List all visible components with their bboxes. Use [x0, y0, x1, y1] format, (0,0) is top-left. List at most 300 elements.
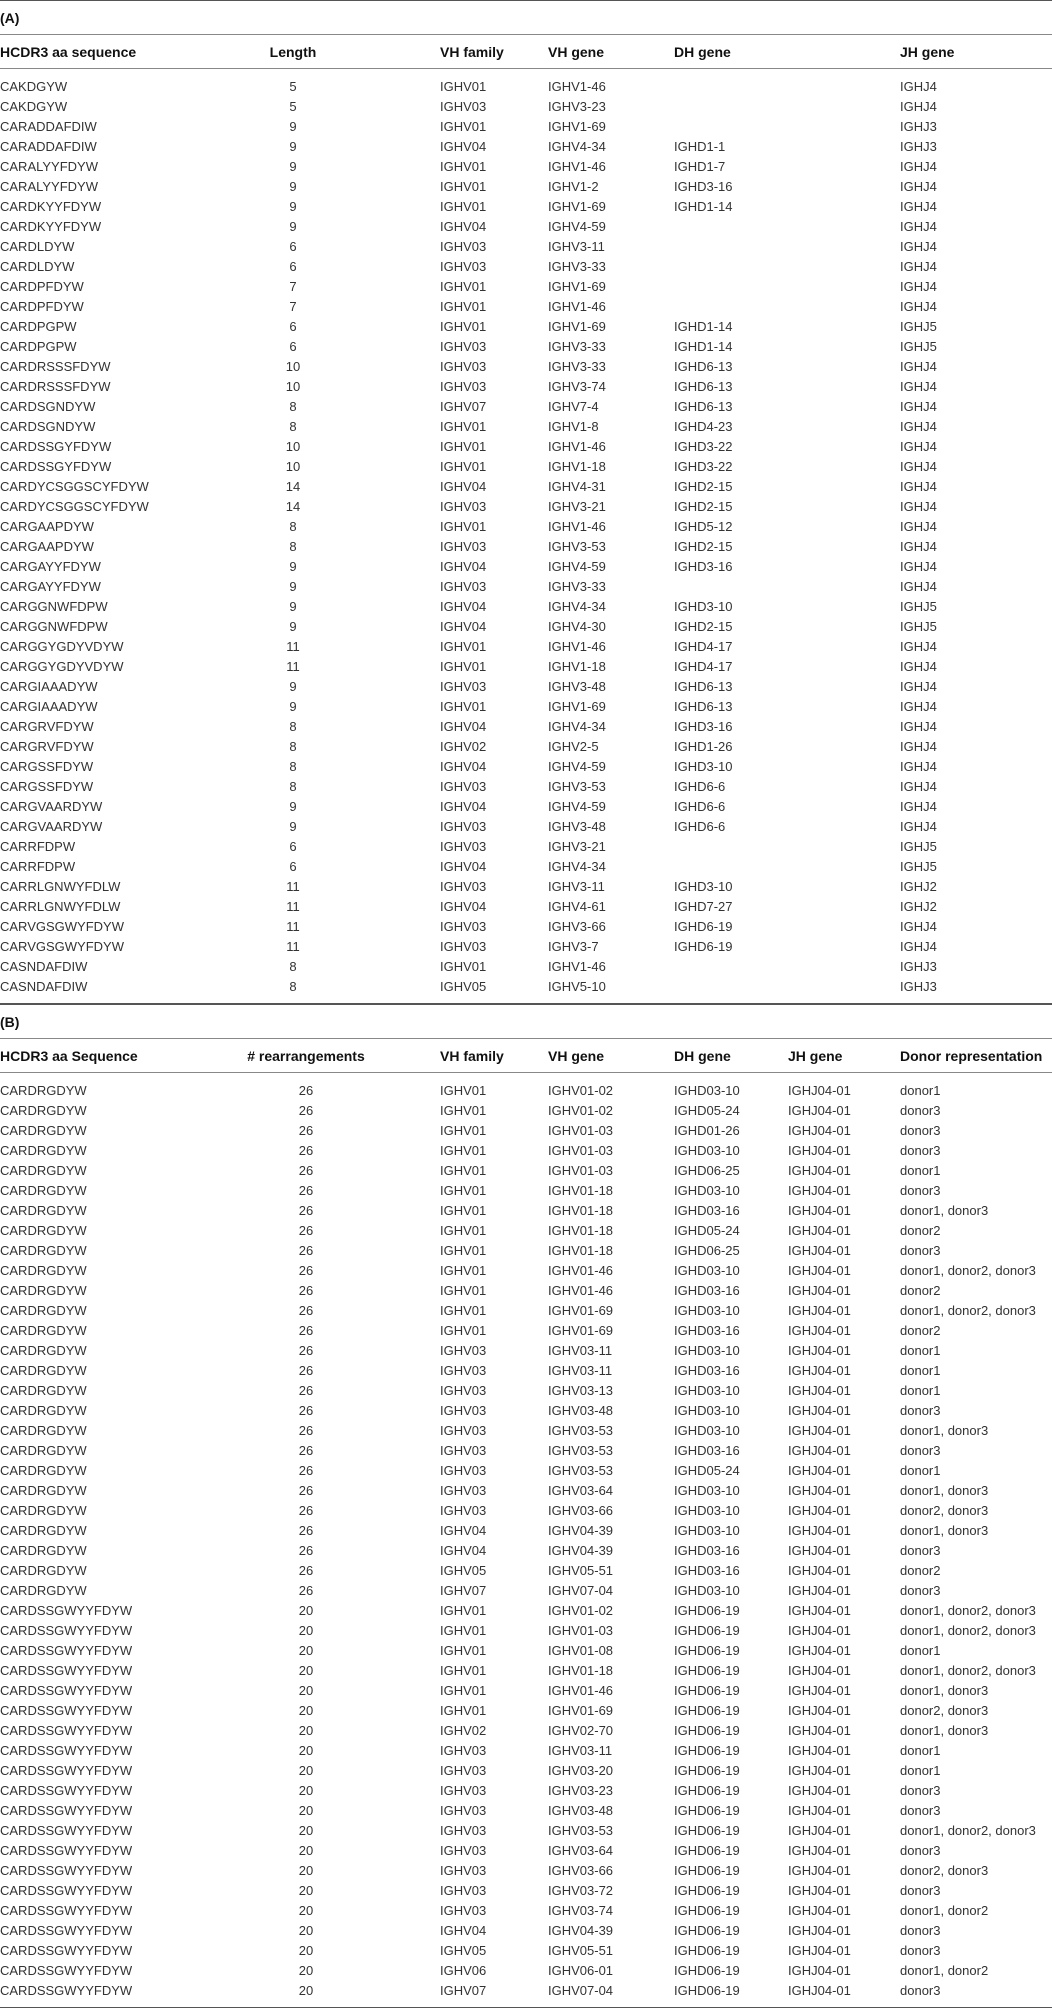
cell-donor-representation: donor3	[900, 1883, 941, 1898]
cell-sequence: CARRLGNWYFDLW	[0, 879, 121, 894]
cell-vh-family: IGHV01	[440, 279, 487, 294]
cell-vh-family: IGHV04	[440, 719, 487, 734]
cell-vh-gene: IGHV03-23	[548, 1783, 614, 1798]
table-row	[0, 1301, 1052, 1321]
cell-length: 6	[289, 339, 297, 354]
table-row	[0, 1841, 1052, 1861]
cell-vh-family: IGHV01	[440, 699, 487, 714]
cell-jh-gene: IGHJ04-01	[788, 1983, 851, 1998]
panel-a-header-vh-family: VH family	[440, 44, 504, 60]
cell-donor-representation: donor1, donor3	[900, 1423, 989, 1438]
cell-dh-gene: IGHD2-15	[674, 499, 733, 514]
cell-sequence: CARALYYFDYW	[0, 159, 98, 174]
cell-vh-gene: IGHV02-70	[548, 1723, 614, 1738]
cell-jh-gene: IGHJ4	[900, 919, 937, 934]
cell-dh-gene: IGHD03-10	[674, 1143, 740, 1158]
cell-sequence: CARGIAAADYW	[0, 679, 98, 694]
cell-sequence: CARDSSGWYYFDYW	[0, 1983, 133, 1998]
cell-donor-representation: donor1	[900, 1463, 941, 1478]
cell-vh-gene: IGHV01-69	[548, 1323, 614, 1338]
cell-vh-gene: IGHV05-51	[548, 1563, 614, 1578]
cell-vh-family: IGHV03	[440, 879, 487, 894]
cell-dh-gene: IGHD06-19	[674, 1603, 740, 1618]
cell-sequence: CARDSSGWYYFDYW	[0, 1883, 133, 1898]
table-row	[0, 97, 1052, 117]
cell-sequence: CARDRGDYW	[0, 1503, 87, 1518]
cell-dh-gene: IGHD06-19	[674, 1803, 740, 1818]
table-row	[0, 577, 1052, 597]
cell-jh-gene: IGHJ2	[900, 879, 937, 894]
table-row	[0, 297, 1052, 317]
cell-vh-family: IGHV01	[440, 199, 487, 214]
table-row	[0, 597, 1052, 617]
cell-length: 11	[286, 639, 300, 654]
cell-sequence: CARDSSGWYYFDYW	[0, 1903, 133, 1918]
cell-jh-gene: IGHJ04-01	[788, 1443, 851, 1458]
cell-vh-gene: IGHV03-74	[548, 1903, 614, 1918]
cell-vh-family: IGHV01	[440, 299, 487, 314]
cell-length: 7	[289, 279, 297, 294]
cell-vh-gene: IGHV3-7	[548, 939, 599, 954]
cell-dh-gene: IGHD05-24	[674, 1463, 740, 1478]
cell-jh-gene: IGHJ4	[900, 779, 937, 794]
cell-donor-representation: donor3	[900, 1983, 941, 1998]
table-row	[0, 1901, 1052, 1921]
cell-vh-gene: IGHV01-18	[548, 1183, 614, 1198]
cell-vh-family: IGHV03	[440, 359, 487, 374]
cell-rearrangements: 20	[298, 1743, 314, 1758]
cell-donor-representation: donor2, donor3	[900, 1703, 989, 1718]
cell-length: 9	[289, 219, 297, 234]
cell-sequence: CARDRGDYW	[0, 1343, 87, 1358]
cell-sequence: CARGGNWFDPW	[0, 599, 108, 614]
cell-vh-gene: IGHV01-18	[548, 1223, 614, 1238]
cell-donor-representation: donor1, donor2	[900, 1903, 989, 1918]
cell-dh-gene: IGHD3-16	[674, 179, 733, 194]
cell-sequence: CARGAAPDYW	[0, 539, 94, 554]
cell-sequence: CARDRGDYW	[0, 1463, 87, 1478]
table-row	[0, 537, 1052, 557]
cell-vh-gene: IGHV01-03	[548, 1143, 614, 1158]
cell-sequence: CARDSSGWYYFDYW	[0, 1823, 133, 1838]
cell-jh-gene: IGHJ04-01	[788, 1403, 851, 1418]
cell-rearrangements: 26	[298, 1203, 314, 1218]
cell-length: 9	[289, 119, 297, 134]
cell-sequence: CARGRVFDYW	[0, 739, 94, 754]
cell-sequence: CARGSSFDYW	[0, 759, 94, 774]
cell-sequence: CARADDAFDIW	[0, 139, 97, 154]
cell-dh-gene: IGHD06-19	[674, 1623, 740, 1638]
cell-sequence: CARDRGDYW	[0, 1363, 87, 1378]
cell-dh-gene: IGHD06-25	[674, 1163, 740, 1178]
cell-jh-gene: IGHJ4	[900, 679, 937, 694]
cell-vh-gene: IGHV01-08	[548, 1643, 614, 1658]
cell-vh-gene: IGHV03-11	[548, 1363, 613, 1378]
cell-jh-gene: IGHJ04-01	[788, 1183, 851, 1198]
cell-length: 5	[289, 79, 297, 94]
table-row	[0, 1441, 1052, 1461]
cell-vh-gene: IGHV4-61	[548, 899, 606, 914]
cell-vh-gene: IGHV2-5	[548, 739, 599, 754]
cell-jh-gene: IGHJ04-01	[788, 1923, 851, 1938]
cell-vh-family: IGHV01	[440, 179, 487, 194]
cell-jh-gene: IGHJ4	[900, 639, 937, 654]
cell-rearrangements: 20	[298, 1603, 314, 1618]
cell-vh-family: IGHV05	[440, 1943, 487, 1958]
cell-rearrangements: 20	[298, 1923, 314, 1938]
table-row	[0, 157, 1052, 177]
cell-rearrangements: 20	[298, 1843, 314, 1858]
cell-vh-family: IGHV04	[440, 799, 487, 814]
cell-vh-family: IGHV03	[440, 99, 487, 114]
table-row	[0, 417, 1052, 437]
cell-vh-family: IGHV03	[440, 1403, 487, 1418]
cell-rearrangements: 26	[298, 1543, 314, 1558]
cell-sequence: CARDSSGWYYFDYW	[0, 1923, 133, 1938]
table-row	[0, 777, 1052, 797]
cell-vh-gene: IGHV3-33	[548, 359, 606, 374]
cell-vh-family: IGHV01	[440, 159, 487, 174]
cell-sequence: CARDRGDYW	[0, 1443, 87, 1458]
cell-jh-gene: IGHJ04-01	[788, 1163, 851, 1178]
cell-dh-gene: IGHD03-10	[674, 1503, 740, 1518]
cell-sequence: CARADDAFDIW	[0, 119, 97, 134]
cell-sequence: CARDRGDYW	[0, 1183, 87, 1198]
cell-rearrangements: 20	[298, 1943, 314, 1958]
cell-vh-family: IGHV03	[440, 819, 487, 834]
table-row	[0, 477, 1052, 497]
cell-dh-gene: IGHD3-22	[674, 439, 733, 454]
cell-length: 6	[289, 259, 297, 274]
cell-length: 9	[289, 139, 297, 154]
cell-rearrangements: 20	[298, 1963, 314, 1978]
cell-jh-gene: IGHJ4	[900, 179, 937, 194]
cell-length: 9	[289, 699, 297, 714]
table-row	[0, 1421, 1052, 1441]
cell-sequence: CARGGNWFDPW	[0, 619, 108, 634]
cell-rearrangements: 26	[298, 1523, 314, 1538]
cell-vh-gene: IGHV1-69	[548, 119, 606, 134]
cell-jh-gene: IGHJ3	[900, 979, 937, 994]
cell-donor-representation: donor1, donor2, donor3	[900, 1263, 1036, 1278]
cell-donor-representation: donor1, donor2, donor3	[900, 1303, 1036, 1318]
cell-jh-gene: IGHJ5	[900, 599, 937, 614]
cell-vh-gene: IGHV03-11	[548, 1743, 613, 1758]
panel-b-header-rearrangements: # rearrangements	[247, 1048, 365, 1064]
cell-vh-family: IGHV01	[440, 119, 487, 134]
cell-dh-gene: IGHD06-19	[674, 1923, 740, 1938]
cell-vh-family: IGHV01	[440, 1083, 487, 1098]
cell-rearrangements: 26	[298, 1563, 314, 1578]
cell-vh-family: IGHV03	[440, 1883, 487, 1898]
panel-b-header-vh-gene: VH gene	[548, 1048, 605, 1064]
cell-vh-gene: IGHV04-39	[548, 1923, 614, 1938]
cell-dh-gene: IGHD3-16	[674, 559, 733, 574]
cell-rearrangements: 26	[298, 1123, 314, 1138]
cell-jh-gene: IGHJ04-01	[788, 1143, 851, 1158]
cell-dh-gene: IGHD03-16	[674, 1323, 740, 1338]
cell-dh-gene: IGHD03-10	[674, 1263, 740, 1278]
cell-vh-family: IGHV01	[440, 959, 487, 974]
cell-vh-gene: IGHV3-23	[548, 99, 606, 114]
cell-length: 9	[289, 819, 297, 834]
cell-vh-gene: IGHV3-48	[548, 819, 606, 834]
panel-b-header-row	[0, 1038, 1052, 1073]
cell-sequence: CARDRGDYW	[0, 1403, 87, 1418]
cell-vh-family: IGHV03	[440, 1363, 487, 1378]
cell-dh-gene: IGHD06-19	[674, 1703, 740, 1718]
cell-dh-gene: IGHD06-19	[674, 1783, 740, 1798]
cell-sequence: CARDRGDYW	[0, 1303, 87, 1318]
table-row	[0, 337, 1052, 357]
cell-vh-gene: IGHV01-18	[548, 1203, 614, 1218]
cell-donor-representation: donor2	[900, 1323, 941, 1338]
cell-length: 8	[289, 399, 297, 414]
cell-vh-gene: IGHV1-18	[548, 659, 606, 674]
cell-jh-gene: IGHJ4	[900, 519, 937, 534]
cell-sequence: CARDRGDYW	[0, 1383, 87, 1398]
cell-dh-gene: IGHD06-19	[674, 1763, 740, 1778]
cell-jh-gene: IGHJ4	[900, 819, 937, 834]
cell-dh-gene: IGHD3-10	[674, 879, 733, 894]
table-row	[0, 1801, 1052, 1821]
cell-dh-gene: IGHD4-17	[674, 659, 733, 674]
cell-sequence: CARDRGDYW	[0, 1203, 87, 1218]
cell-dh-gene: IGHD06-19	[674, 1903, 740, 1918]
cell-jh-gene: IGHJ4	[900, 439, 937, 454]
cell-jh-gene: IGHJ04-01	[788, 1343, 851, 1358]
table-row	[0, 617, 1052, 637]
cell-vh-gene: IGHV1-46	[548, 519, 606, 534]
table-row	[0, 1341, 1052, 1361]
cell-donor-representation: donor3	[900, 1783, 941, 1798]
cell-vh-family: IGHV04	[440, 899, 487, 914]
cell-jh-gene: IGHJ04-01	[788, 1543, 851, 1558]
cell-vh-gene: IGHV1-46	[548, 79, 606, 94]
cell-vh-gene: IGHV03-64	[548, 1843, 614, 1858]
cell-jh-gene: IGHJ04-01	[788, 1223, 851, 1238]
cell-vh-family: IGHV01	[440, 1663, 487, 1678]
cell-vh-family: IGHV01	[440, 419, 487, 434]
cell-dh-gene: IGHD06-19	[674, 1683, 740, 1698]
cell-length: 8	[289, 739, 297, 754]
cell-vh-gene: IGHV03-53	[548, 1443, 614, 1458]
cell-vh-family: IGHV01	[440, 1683, 487, 1698]
cell-jh-gene: IGHJ4	[900, 299, 937, 314]
table-row	[0, 1101, 1052, 1121]
cell-sequence: CARDPFDYW	[0, 279, 84, 294]
cell-sequence: CARDSSGWYYFDYW	[0, 1703, 133, 1718]
table-row	[0, 1521, 1052, 1541]
cell-jh-gene: IGHJ4	[900, 219, 937, 234]
cell-vh-gene: IGHV1-46	[548, 439, 606, 454]
cell-jh-gene: IGHJ04-01	[788, 1783, 851, 1798]
cell-dh-gene: IGHD4-17	[674, 639, 733, 654]
cell-vh-gene: IGHV1-69	[548, 279, 606, 294]
table-row	[0, 1661, 1052, 1681]
cell-vh-gene: IGHV01-03	[548, 1123, 614, 1138]
table-row	[0, 197, 1052, 217]
cell-length: 8	[289, 959, 297, 974]
cell-jh-gene: IGHJ04-01	[788, 1643, 851, 1658]
cell-jh-gene: IGHJ4	[900, 799, 937, 814]
cell-vh-family: IGHV03	[440, 839, 487, 854]
cell-rearrangements: 20	[298, 1863, 314, 1878]
cell-dh-gene: IGHD06-19	[674, 1643, 740, 1658]
table-row	[0, 1221, 1052, 1241]
cell-vh-gene: IGHV03-53	[548, 1823, 614, 1838]
cell-vh-gene: IGHV4-34	[548, 719, 606, 734]
cell-donor-representation: donor2, donor3	[900, 1503, 989, 1518]
cell-rearrangements: 20	[298, 1643, 314, 1658]
cell-vh-family: IGHV03	[440, 1423, 487, 1438]
cell-sequence: CARDRGDYW	[0, 1483, 87, 1498]
cell-donor-representation: donor2	[900, 1223, 941, 1238]
cell-dh-gene: IGHD6-13	[674, 379, 733, 394]
cell-sequence: CARDPGPW	[0, 319, 77, 334]
cell-vh-family: IGHV03	[440, 1763, 487, 1778]
cell-length: 7	[289, 299, 297, 314]
cell-vh-gene: IGHV3-53	[548, 539, 606, 554]
cell-donor-representation: donor3	[900, 1803, 941, 1818]
cell-donor-representation: donor3	[900, 1403, 941, 1418]
panel-b-header-vh-family: VH family	[440, 1048, 504, 1064]
cell-dh-gene: IGHD6-6	[674, 799, 726, 814]
cell-jh-gene: IGHJ04-01	[788, 1723, 851, 1738]
cell-vh-gene: IGHV01-02	[548, 1603, 614, 1618]
cell-rearrangements: 26	[298, 1483, 314, 1498]
panel-b-table-body	[0, 1073, 1052, 2008]
cell-vh-family: IGHV01	[440, 659, 487, 674]
cell-vh-family: IGHV04	[440, 599, 487, 614]
cell-sequence: CARGSSFDYW	[0, 779, 94, 794]
cell-dh-gene: IGHD01-26	[674, 1123, 740, 1138]
cell-jh-gene: IGHJ4	[900, 739, 937, 754]
cell-dh-gene: IGHD06-19	[674, 1823, 740, 1838]
cell-length: 10	[285, 379, 301, 394]
table-row	[0, 1681, 1052, 1701]
cell-sequence: CARDRGDYW	[0, 1583, 87, 1598]
cell-jh-gene: IGHJ4	[900, 359, 937, 374]
cell-length: 11	[286, 659, 300, 674]
cell-jh-gene: IGHJ4	[900, 659, 937, 674]
panel-b-header-jh-gene: JH gene	[788, 1048, 843, 1064]
cell-rearrangements: 20	[298, 1983, 314, 1998]
cell-length: 9	[289, 179, 297, 194]
cell-vh-gene: IGHV1-46	[548, 159, 606, 174]
table-row	[0, 637, 1052, 657]
table-row	[0, 1381, 1052, 1401]
cell-sequence: CARDYCSGGSCYFDYW	[0, 499, 149, 514]
cell-vh-family: IGHV01	[440, 1263, 487, 1278]
cell-dh-gene: IGHD6-6	[674, 819, 726, 834]
cell-vh-gene: IGHV03-64	[548, 1483, 614, 1498]
cell-dh-gene: IGHD6-13	[674, 359, 733, 374]
cell-vh-gene: IGHV03-48	[548, 1803, 614, 1818]
cell-vh-gene: IGHV07-04	[548, 1983, 614, 1998]
cell-rearrangements: 20	[298, 1703, 314, 1718]
table-row	[0, 957, 1052, 977]
cell-dh-gene: IGHD03-10	[674, 1583, 740, 1598]
cell-dh-gene: IGHD6-13	[674, 679, 733, 694]
cell-sequence: CASNDAFDIW	[0, 959, 88, 974]
cell-vh-family: IGHV03	[440, 1743, 487, 1758]
table-row	[0, 457, 1052, 477]
cell-length: 11	[286, 939, 300, 954]
cell-vh-family: IGHV01	[440, 1103, 487, 1118]
cell-length: 8	[289, 419, 297, 434]
cell-sequence: CARDRGDYW	[0, 1143, 87, 1158]
cell-length: 10	[285, 359, 301, 374]
cell-vh-family: IGHV04	[440, 559, 487, 574]
cell-jh-gene: IGHJ04-01	[788, 1103, 851, 1118]
cell-dh-gene: IGHD1-1	[674, 139, 726, 154]
cell-donor-representation: donor2	[900, 1563, 941, 1578]
cell-vh-gene: IGHV01-46	[548, 1283, 614, 1298]
table-row	[0, 1761, 1052, 1781]
panel-a-header-dh-gene: DH gene	[674, 44, 731, 60]
cell-vh-family: IGHV07	[440, 1583, 487, 1598]
table-row	[0, 1081, 1052, 1101]
cell-dh-gene: IGHD3-16	[674, 719, 733, 734]
cell-vh-gene: IGHV1-46	[548, 639, 606, 654]
cell-donor-representation: donor1	[900, 1643, 941, 1658]
cell-donor-representation: donor1	[900, 1363, 941, 1378]
table-row	[0, 797, 1052, 817]
cell-jh-gene: IGHJ4	[900, 259, 937, 274]
cell-vh-family: IGHV04	[440, 219, 487, 234]
cell-jh-gene: IGHJ04-01	[788, 1563, 851, 1578]
cell-rearrangements: 20	[298, 1883, 314, 1898]
cell-rearrangements: 26	[298, 1223, 314, 1238]
table-row	[0, 1281, 1052, 1301]
cell-vh-family: IGHV03	[440, 1823, 487, 1838]
table-row	[0, 77, 1052, 97]
cell-vh-family: IGHV01	[440, 1223, 487, 1238]
cell-dh-gene: IGHD6-13	[674, 399, 733, 414]
cell-vh-family: IGHV01	[440, 1183, 487, 1198]
cell-vh-gene: IGHV03-48	[548, 1403, 614, 1418]
table-row	[0, 557, 1052, 577]
cell-vh-gene: IGHV01-03	[548, 1623, 614, 1638]
cell-sequence: CARDSSGYFDYW	[0, 459, 112, 474]
cell-length: 9	[289, 599, 297, 614]
cell-donor-representation: donor3	[900, 1143, 941, 1158]
table-row	[0, 1141, 1052, 1161]
cell-vh-gene: IGHV4-34	[548, 599, 606, 614]
cell-vh-family: IGHV04	[440, 759, 487, 774]
cell-vh-family: IGHV07	[440, 1983, 487, 1998]
cell-sequence: CARGGYGDYVDYW	[0, 639, 124, 654]
cell-donor-representation: donor3	[900, 1583, 941, 1598]
cell-vh-gene: IGHV4-59	[548, 759, 606, 774]
cell-sequence: CARGVAARDYW	[0, 799, 103, 814]
table-row	[0, 1461, 1052, 1481]
cell-vh-gene: IGHV1-18	[548, 459, 606, 474]
cell-vh-gene: IGHV04-39	[548, 1523, 614, 1538]
table-row	[0, 857, 1052, 877]
cell-jh-gene: IGHJ5	[900, 319, 937, 334]
cell-vh-gene: IGHV03-66	[548, 1503, 614, 1518]
table-row	[0, 1501, 1052, 1521]
cell-jh-gene: IGHJ04-01	[788, 1663, 851, 1678]
cell-sequence: CARDSSGWYYFDYW	[0, 1603, 133, 1618]
cell-jh-gene: IGHJ5	[900, 859, 937, 874]
cell-dh-gene: IGHD03-10	[674, 1383, 740, 1398]
cell-sequence: CAKDGYW	[0, 99, 68, 114]
cell-jh-gene: IGHJ04-01	[788, 1943, 851, 1958]
cell-vh-gene: IGHV03-72	[548, 1883, 614, 1898]
